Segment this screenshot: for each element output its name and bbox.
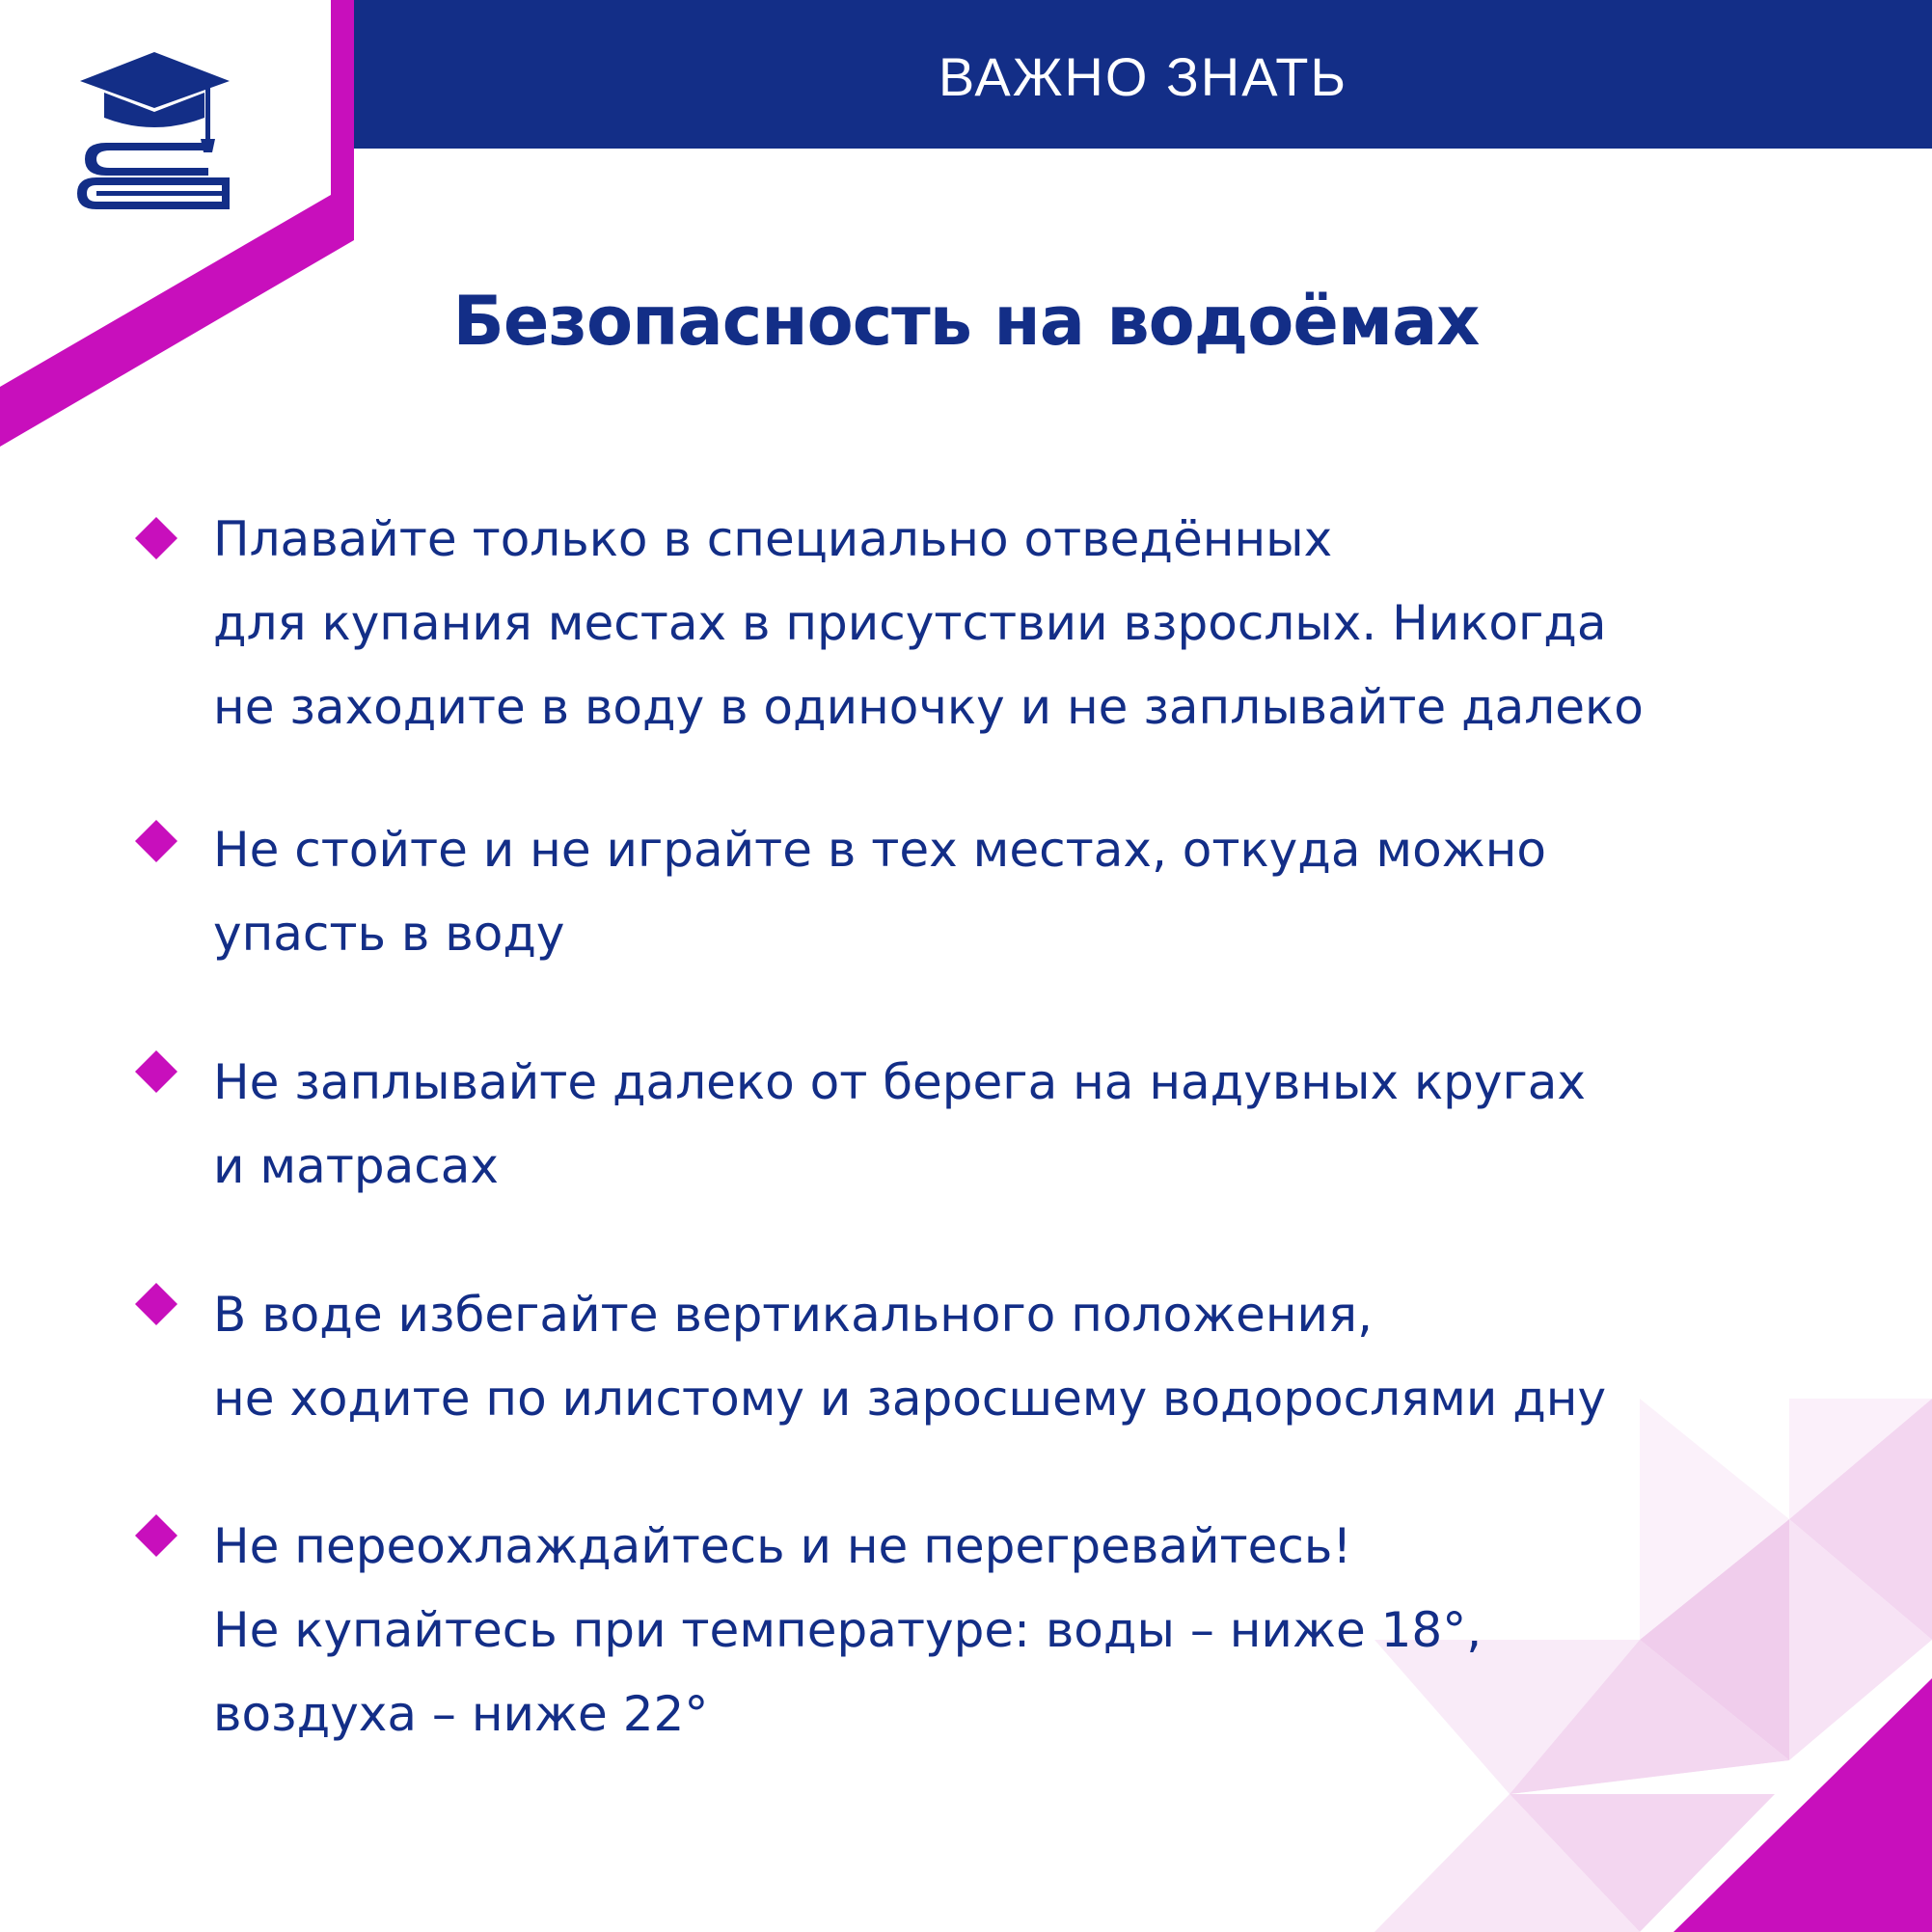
diamond-bullet-icon — [135, 820, 177, 862]
diamond-bullet-icon — [135, 1514, 177, 1557]
list-item-line: Не заплывайте далеко от берега на надувных кругах — [213, 1054, 1586, 1110]
list-item-line: не ходите по илистому и заросшему водорослями дну — [213, 1371, 1607, 1427]
diamond-bullet-icon — [135, 1283, 177, 1325]
list-item-line: и матрасах — [213, 1138, 499, 1194]
list-item-line: В воде избегайте вертикального положения, — [213, 1287, 1374, 1343]
diamond-bullet-icon — [135, 517, 177, 559]
list-item-line: Не стойте и не играйте в тех местах, откуда можно — [213, 822, 1546, 878]
page-title: Безопасность на водоёмах — [452, 282, 1480, 361]
list-item-line: Плавайте только в специально отведённых — [213, 511, 1333, 567]
list-item-text — [213, 1273, 1911, 1441]
list-item-line: не заходите в воду в одиночку и не заплывайте далеко — [213, 679, 1644, 735]
header-label: ВАЖНО ЗНАТЬ — [938, 46, 1348, 107]
logo — [75, 50, 234, 209]
list-item-text — [213, 808, 1911, 976]
graduation-cap-books-icon — [75, 50, 234, 209]
list-item-text — [213, 498, 1911, 749]
list-item-line: воздуха – ниже 22° — [213, 1686, 709, 1742]
list-item-line: Не купайтесь при температуре: воды – ниже 18°, — [213, 1602, 1483, 1658]
list-item-line: для купания местах в присутствии взрослых. Никогда — [213, 595, 1607, 651]
list-item-line: упасть в воду — [213, 906, 565, 962]
diamond-bullet-icon — [135, 1050, 177, 1093]
list-item-text — [213, 1505, 1911, 1756]
list-item-line: Не переохлаждайтесь и не перегревайтесь! — [213, 1518, 1352, 1574]
list-item-text — [213, 1041, 1911, 1209]
